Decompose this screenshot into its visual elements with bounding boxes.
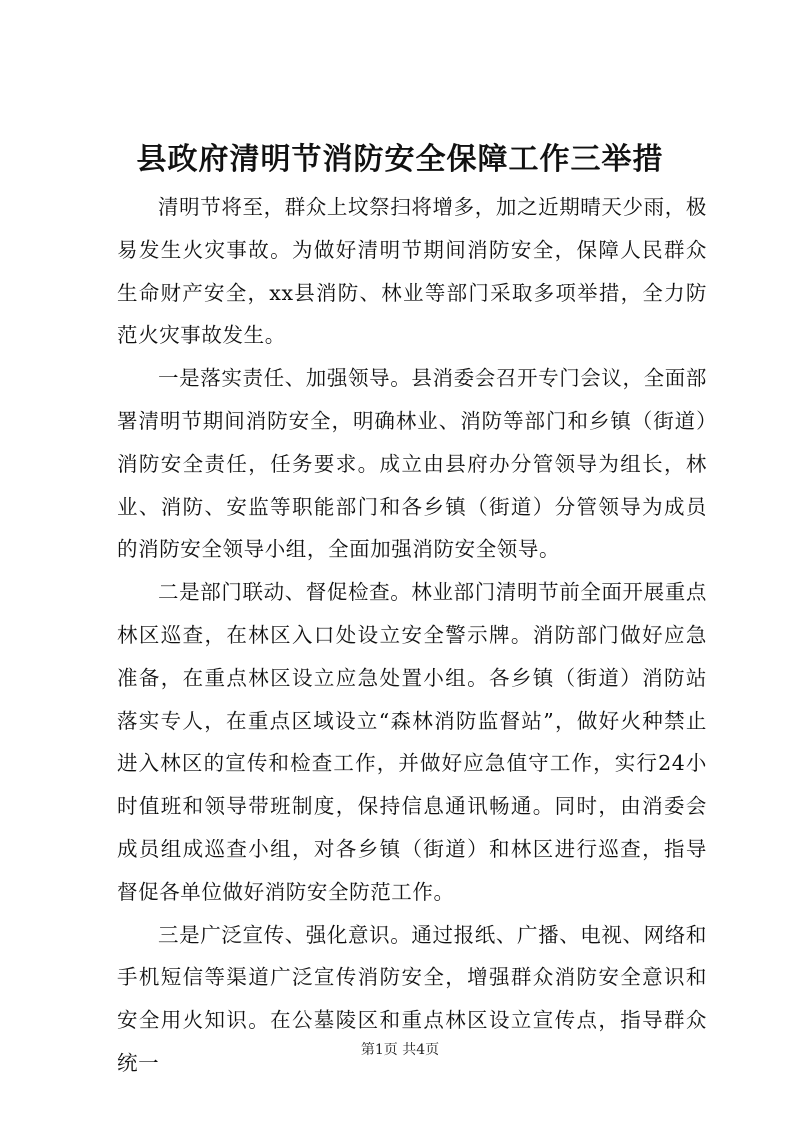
paragraph-intro: 清明节将至，群众上坟祭扫将增多，加之近期晴天少雨，极易发生火灾事故。为做好清明节期间消防安全，保障人民群众生命财产安全，xx县消防、林业等部门采取多项举措，全力防范火灾事故发生。 [117,195,707,348]
page-number-footer: 第1页 共4页 [360,1042,440,1058]
paragraph-measure-2: 二是部门联动、督促检查。林业部门清明节前全面开展重点林区巡查，在林区入口处设立安全警示牌。消防部门做好应急准备，在重点林区设立应急处置小组。各乡镇（街道）消防站落实专人，在重点区域设立“森林消防监督站”，做好火种禁止进入林区的宣传和检查工作，并做好应急值守工作，实行24小时值班和领导带班制度，保持信息通讯畅通。同时，由消委会成员组成巡查小组，对各乡镇（街道）和林区进行巡查，指导督促各单位做好消防安全防范工作。 [117,580,707,904]
document-title: 县政府清明节消防安全保障工作三举措 [136,142,664,177]
paragraph-measure-3: 三是广泛宣传、强化意识。通过报纸、广播、电视、网络和手机短信等渠道广泛宣传消防安全，增强群众消防安全意识和安全用火知识。在公墓陵区和重点林区设立宣传点，指导群众统一 [117,922,707,1075]
paragraph-measure-1: 一是落实责任、加强领导。县消委会召开专门会议，全面部署清明节期间消防安全，明确林业、消防等部门和乡镇（街道）消防安全责任，任务要求。成立由县府办分管领导为组长，林业、消防、安监等职能部门和各乡镇（街道）分管领导为成员的消防安全领导小组，全面加强消防安全领导。 [117,366,707,562]
document-body [117,186,707,1085]
